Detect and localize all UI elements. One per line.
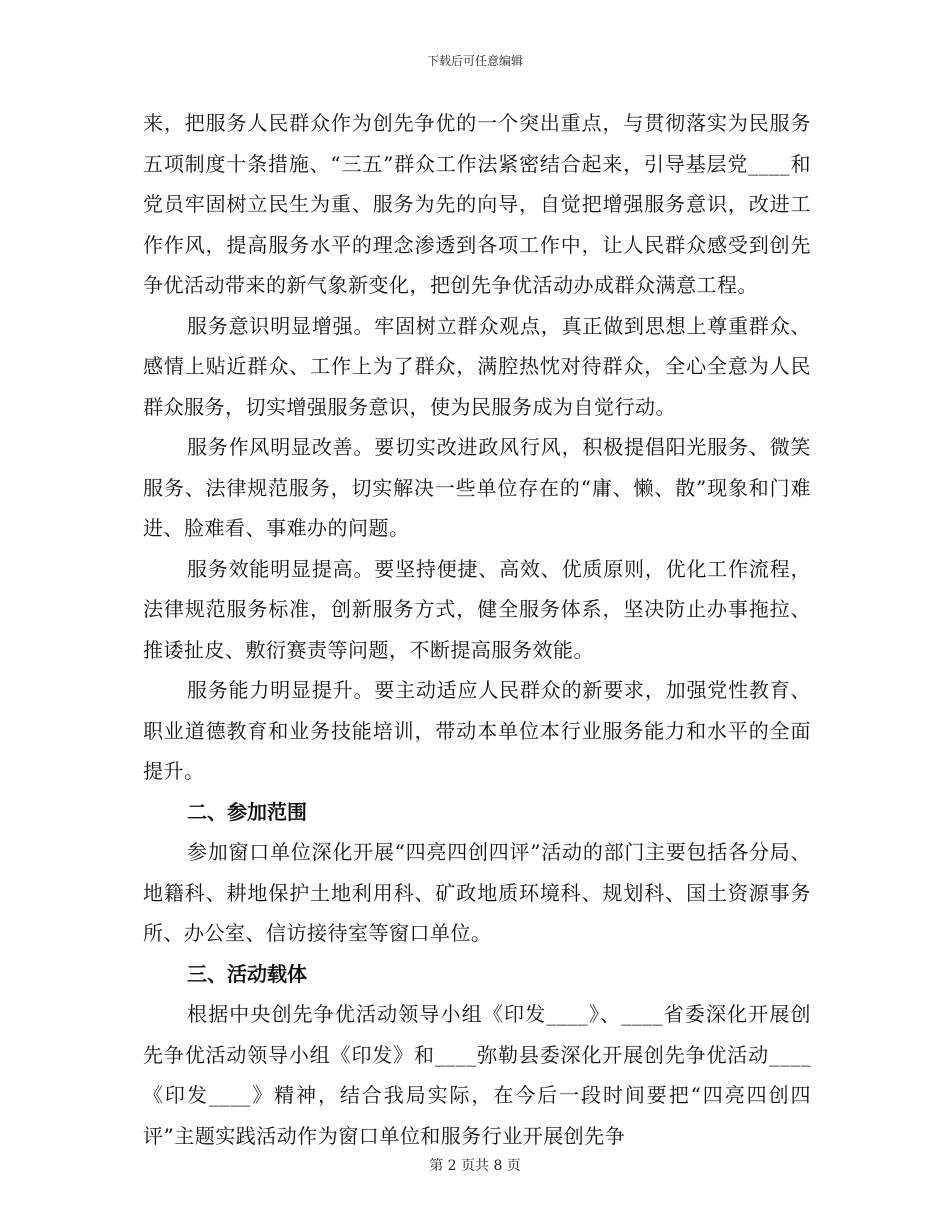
paragraph-carrier: 根据中央创先争优活动领导小组《印发____》、____省委深化开展创先争优活动领导小组《印发》和____弥勒县委深化开展创先争优活动____《印发____》精神，结合我局实际，在今后一段时间要把“四亮四创四评”主题实践活动作为窗口单位和服务行业开展创先争 [143,1002,811,1148]
paragraph-service-efficiency: 服务效能明显提高。要坚持便捷、高效、优质原则，优化工作流程，法律规范服务标准，创新服务方式，健全服务体系，坚决防止办事拖拉、推诿扯皮、敷衍赛责等问题，不断提高服务效能。 [143,556,811,662]
paragraph-service-style: 服务作风明显改善。要切实改进政风行风，积极提倡阳光服务、微笑服务、法律规范服务，切实解决一些单位存在的“庸、懒、散”现象和门难进、脸难看、事难办的问题。 [143,435,811,540]
paragraph-service-capability: 服务能力明显提升。要主动适应人民群众的新要求，加强党性教育、职业道德教育和业务技能培训，带动本单位本行业服务能力和水平的全面提升。 [143,678,811,783]
section-heading-scope: 二、参加范围 [187,799,307,824]
paragraph-continued: 来，把服务人民群众作为创先争优的一个突出重点，与贯彻落实为民服务五项制度十条措施、“三五”群众工作法紧密结合起来，引导基层党____和党员牢固树立民生为重、服务为先的向导，自觉把增强服务意识，改进工作作风，提高服务水平的理念渗透到各项工作中，让人民群众感受到创先争优活动带来的新气象新变化，把创先争优活动办成群众满意工程。 [143,111,811,297]
paragraph-service-awareness: 服务意识明显增强。牢固树立群众观点，真正做到思想上尊重群众、感情上贴近群众、工作上为了群众，满腔热忱对待群众，全心全意为人民群众服务，切实增强服务意识，使为民服务成为自觉行动。 [143,313,811,419]
paragraph-scope: 参加窗口单位深化开展“四亮四创四评”活动的部门主要包括各分局、地籍科、耕地保护土地利用科、矿政地质环境科、规划科、国土资源事务所、办公室、信访接待室等窗口单位。 [143,840,811,945]
page-number: 第 2 页共 8 页 [429,1158,521,1174]
section-heading-carrier: 三、活动载体 [187,961,307,986]
page-header-note: 下载后可任意编辑 [426,54,523,68]
document-body [143,103,811,1156]
